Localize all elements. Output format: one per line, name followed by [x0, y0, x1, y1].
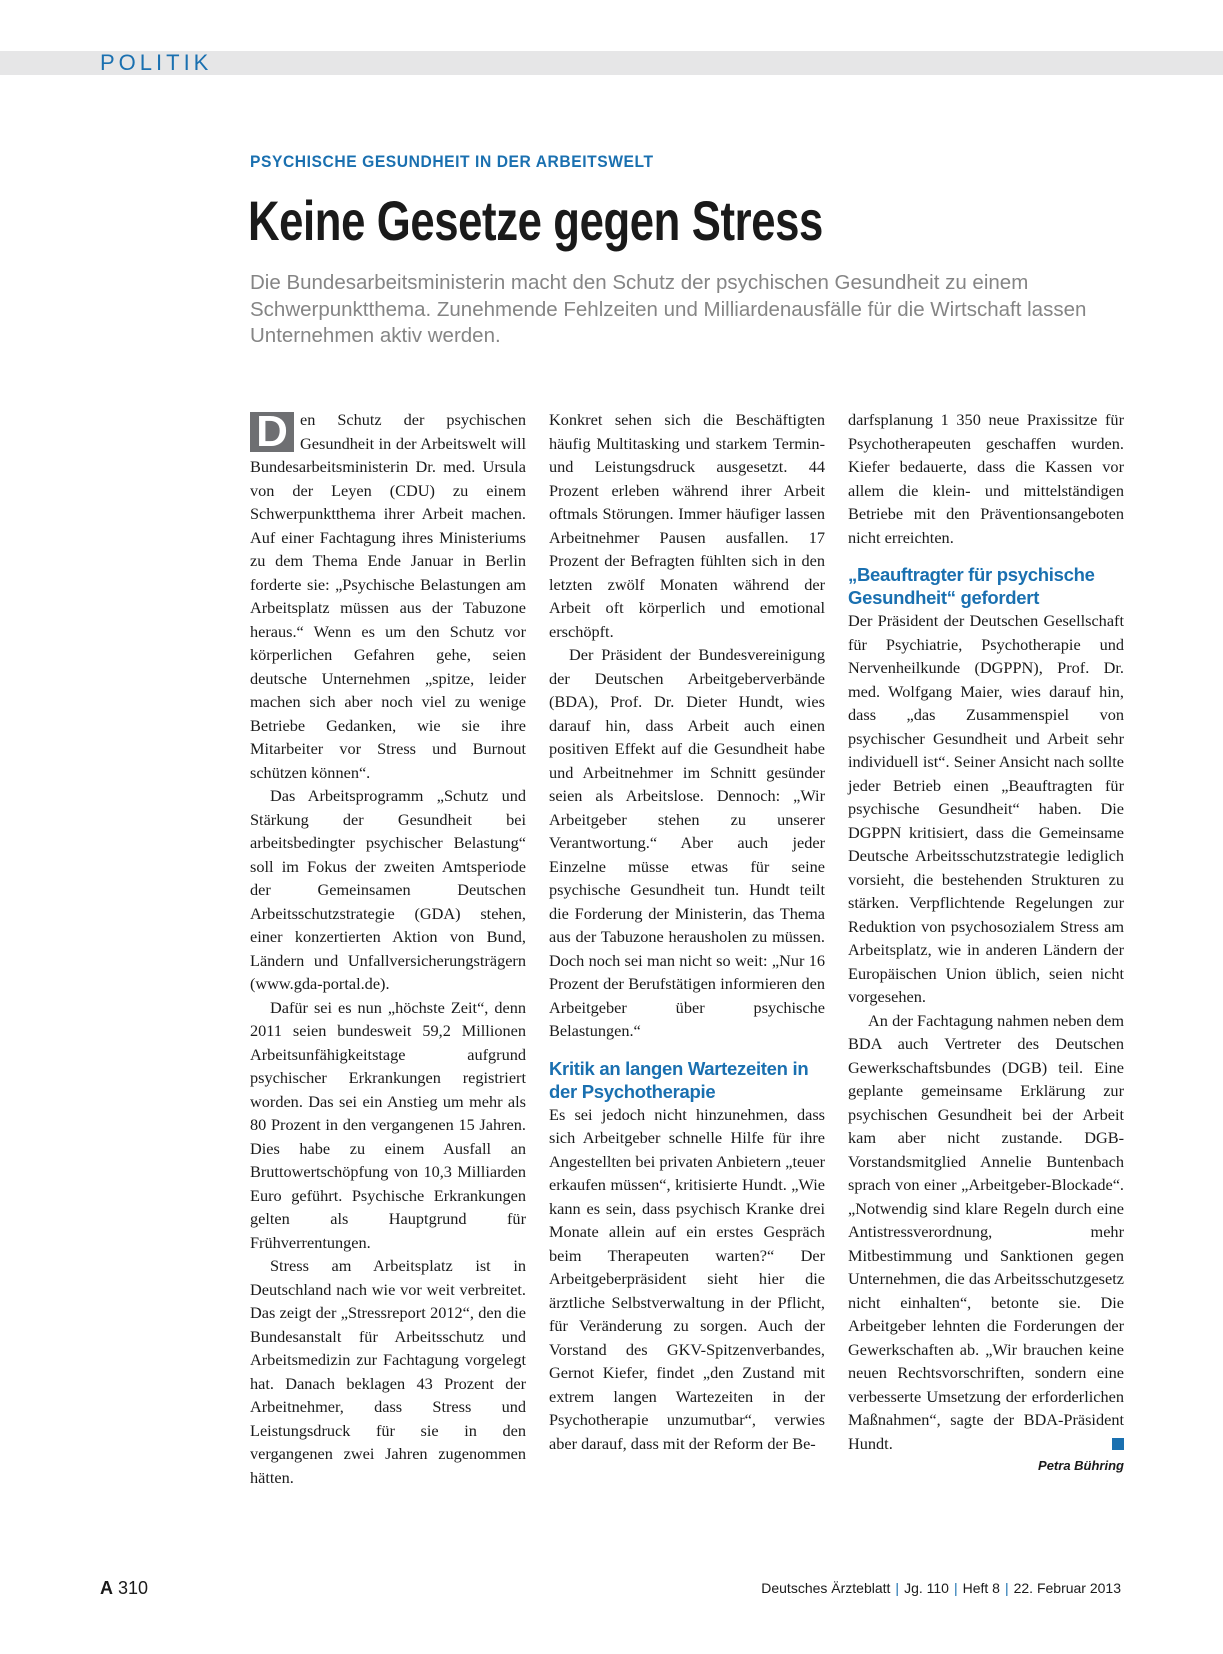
separator: | — [895, 1580, 900, 1596]
paragraph: Es sei jedoch nicht hinzunehmen, dass sich Arbeitgeber schnelle Hilfe für ihre Angestellten bei privaten Anbietern „teuer erkaufen müssen“, kritisierte Hundt. „Wie kann es sein, dass psychisch Kranke drei Monate allein auf ein erstes Gespräch beim Therapeuten warten?“ Der Arbeitgeberpräsident sieht hier die ärztliche Selbstverwaltung in der Pflicht, für Veränderung zu sorgen. Auch der Vorstand des GKV-Spitzenverbandes, Gernot Kiefer, findet „den Zustand mit extrem langen Wartezeiten in der Psychotherapie unzumutbar“, verwies aber darauf, dass mit der Reform der Be- — [549, 1104, 825, 1453]
author-byline: Petra Bühring — [1038, 1458, 1124, 1473]
article-column-2 — [549, 408, 825, 1455]
subheading: „Beauftragter für psychische Gesundheit“ gefordert — [848, 564, 1095, 608]
journal-name: Deutsches Ärzteblatt — [761, 1580, 891, 1596]
end-mark-icon — [1112, 1438, 1124, 1450]
page-number-value: 310 — [118, 1578, 149, 1598]
article-headline: Keine Gesetze gegen Stress — [248, 189, 823, 252]
journal-volume: Jg. 110 — [904, 1580, 949, 1596]
paragraph: darfsplanung 1 350 neue Praxissitze für Psychotherapeuten geschaffen wurden. Kiefer bedauerte, dass die Kassen vor allem die klein- und mittelständigen Betriebe mit den Präventionsangeboten nicht erreichten. — [848, 410, 1124, 547]
article-column-1 — [250, 408, 526, 1489]
paragraph: Das Arbeitsprogramm „Schutz und Stärkung der Gesundheit bei arbeitsbedingter psychischer Belastung“ soll im Fokus der zweiten Amtsperiode der Gemeinsamen Deutschen Arbeitsschutzstrategie (GDA) stehen, einer konzertierten Aktion von Bund, Ländern und Unfallversicherungsträgern (www.gda-portal.de). — [250, 786, 526, 993]
dropcap: D — [250, 412, 294, 452]
article-teaser: Die Bundesarbeitsministerin macht den Schutz der psychischen Gesundheit zu einem Schwerpunktthema. Zunehmende Fehlzeiten und Milliardenausfälle für die Wirtschaft lassen Unternehmen aktiv werden. — [250, 271, 1087, 347]
section-label: POLITIK — [100, 50, 213, 75]
page-number — [100, 1578, 148, 1599]
article-kicker: PSYCHISCHE GESUNDHEIT IN DER ARBEITSWELT — [250, 152, 654, 171]
paragraph-text: en Schutz der psychischen Gesundheit in der Arbeitswelt will Bundesarbeitsministerin Dr. med. Ursula von der Leyen (CDU) zu einem Schwerpunktthema ihrer Arbeit machen. Auf einer Fachtagung ihres Ministeriums zu dem Thema Ende Januar in Berlin forderte sie: „Psychische Belastungen am Arbeitsplatz müssen aus der Tabuzone heraus.“ Wenn es um den Schutz vor körperlichen Gefahren gehe, seien deutsche Unternehmen „spitze, leider machen sich aber noch viel zu wenige Betriebe Gedanken, wie sie ihre Mitarbeiter vor Stress und Burnout schützen können“. — [250, 410, 526, 782]
page-prefix: A — [100, 1578, 113, 1598]
paragraph: Stress am Arbeitsplatz ist in Deutschland nach wie vor weit verbreitet. Das zeigt der „Stressreport 2012“, den die Bundesanstalt für Arbeitsschutz und Arbeitsmedizin zur Fachtagung vorgelegt hat. Danach beklagen 43 Prozent der Arbeitnehmer, dass Stress und Leistungsdruck für sie in den vergangenen zwei Jahren zugenommen hätten. — [250, 1256, 526, 1487]
subheading: Kritik an langen Wartezeiten in der Psychotherapie — [549, 1057, 809, 1102]
separator: | — [1004, 1580, 1009, 1596]
paragraph: Der Präsident der Deutschen Gesellschaft für Psychiatrie, Psychotherapie und Nervenheilkunde (DGPPN), Prof. Dr. med. Wolfgang Maier, wies darauf hin, dass „das Zusammenspiel von psychischer Gesundheit und Arbeit sehr individuell ist“. Seiner Ansicht nach sollte jeder Betrieb einen „Beauftragten für psychische Gesundheit“ haben. Die DGPPN kritisiert, dass die Gemeinsame Deutsche Arbeitsschutzstrategie lediglich vorsieht, die bestehenden Strukturen zu stärken. Verpflichtende Regelungen zur Reduktion von psychosozialem Stress am Arbeitsplatz, wie in anderen Ländern der Europäischen Union üblich, seien nicht vorgesehen. — [848, 611, 1124, 1006]
journal-issue: Heft 8 — [962, 1580, 1000, 1596]
paragraph: Dafür sei es nun „höchste Zeit“, denn 2011 seien bundesweit 59,2 Millionen Arbeitsunfähigkeitstage aufgrund psychischer Erkrankungen registriert worden. Das sei ein Anstieg um mehr als 80 Prozent in den vergangenen 15 Jahren. Dies habe zu einem Ausfall an Bruttowertschöpfung von 10,3 Milliarden Euro geführt. Psychische Erkrankungen gelten als Hauptgrund für Frühverrentungen. — [250, 997, 526, 1252]
separator: | — [953, 1580, 958, 1596]
paragraph — [848, 1009, 1124, 1456]
journal-footer — [761, 1580, 1121, 1596]
journal-date: 22. Februar 2013 — [1013, 1580, 1121, 1596]
paragraph — [250, 408, 526, 784]
paragraph: Konkret sehen sich die Beschäftigten häufig Multitasking und starkem Termin- und Leistungsdruck ausgesetzt. 44 Prozent erleben während ihrer Arbeit oftmals Störungen. Immer häufiger lassen Arbeitnehmer Pausen ausfallen. 17 Prozent der Befragten fühlten sich in den letzten zwölf Monaten während der Arbeit oft körperlich und emotional erschöpft. — [549, 410, 825, 641]
article-column-3 — [848, 408, 1124, 1477]
paragraph: Der Präsident der Bundesvereinigung der Deutschen Arbeitgeberverbände (BDA), Prof. Dr. Dieter Hundt, wies darauf hin, dass Arbeit auch einen positiven Effekt auf die Gesundheit habe und Arbeitnehmer im Schnitt gesünder seien als Arbeitslose. Dennoch: „Wir Arbeitgeber stehen zu unserer Verantwortung.“ Aber auch jeder Einzelne müsse etwas für seine psychische Gesundheit tun. Hundt teilt die Forderung der Ministerin, das Thema aus der Tabuzone herausholen zu müssen. Doch noch sei man nicht so weit: „Nur 16 Prozent der Berufstätigen informieren den Arbeitgeber über psychische Belastungen.“ — [549, 645, 825, 1040]
paragraph-text: An der Fachtagung nahmen neben dem BDA auch Vertreter des Deutschen Gewerkschaftsbundes (DGB) teil. Eine geplante gemeinsame Erklärung zur psychischen Gesundheit bei der Arbeit kam aber nicht zustande. DGB-Vorstandsmitglied Annelie Buntenbach sprach von einer „Arbeitgeber-Blockade“. „Notwendig sind klare Regeln durch eine Antistressverordnung, mehr Mitbestimmung und Sanktionen gegen Unternehmen, die das Arbeitsschutzgesetz nicht einhalten“, betonte sie. Die Arbeitgeber lehnten die Forderungen der Gewerkschaften ab. „Wir brauchen keine neuen Rechtsvorschriften, sondern eine verbesserte Umsetzung der erforderlichen Maßnahmen“, sagte der BDA-Präsident Hundt. — [848, 1010, 1124, 1453]
